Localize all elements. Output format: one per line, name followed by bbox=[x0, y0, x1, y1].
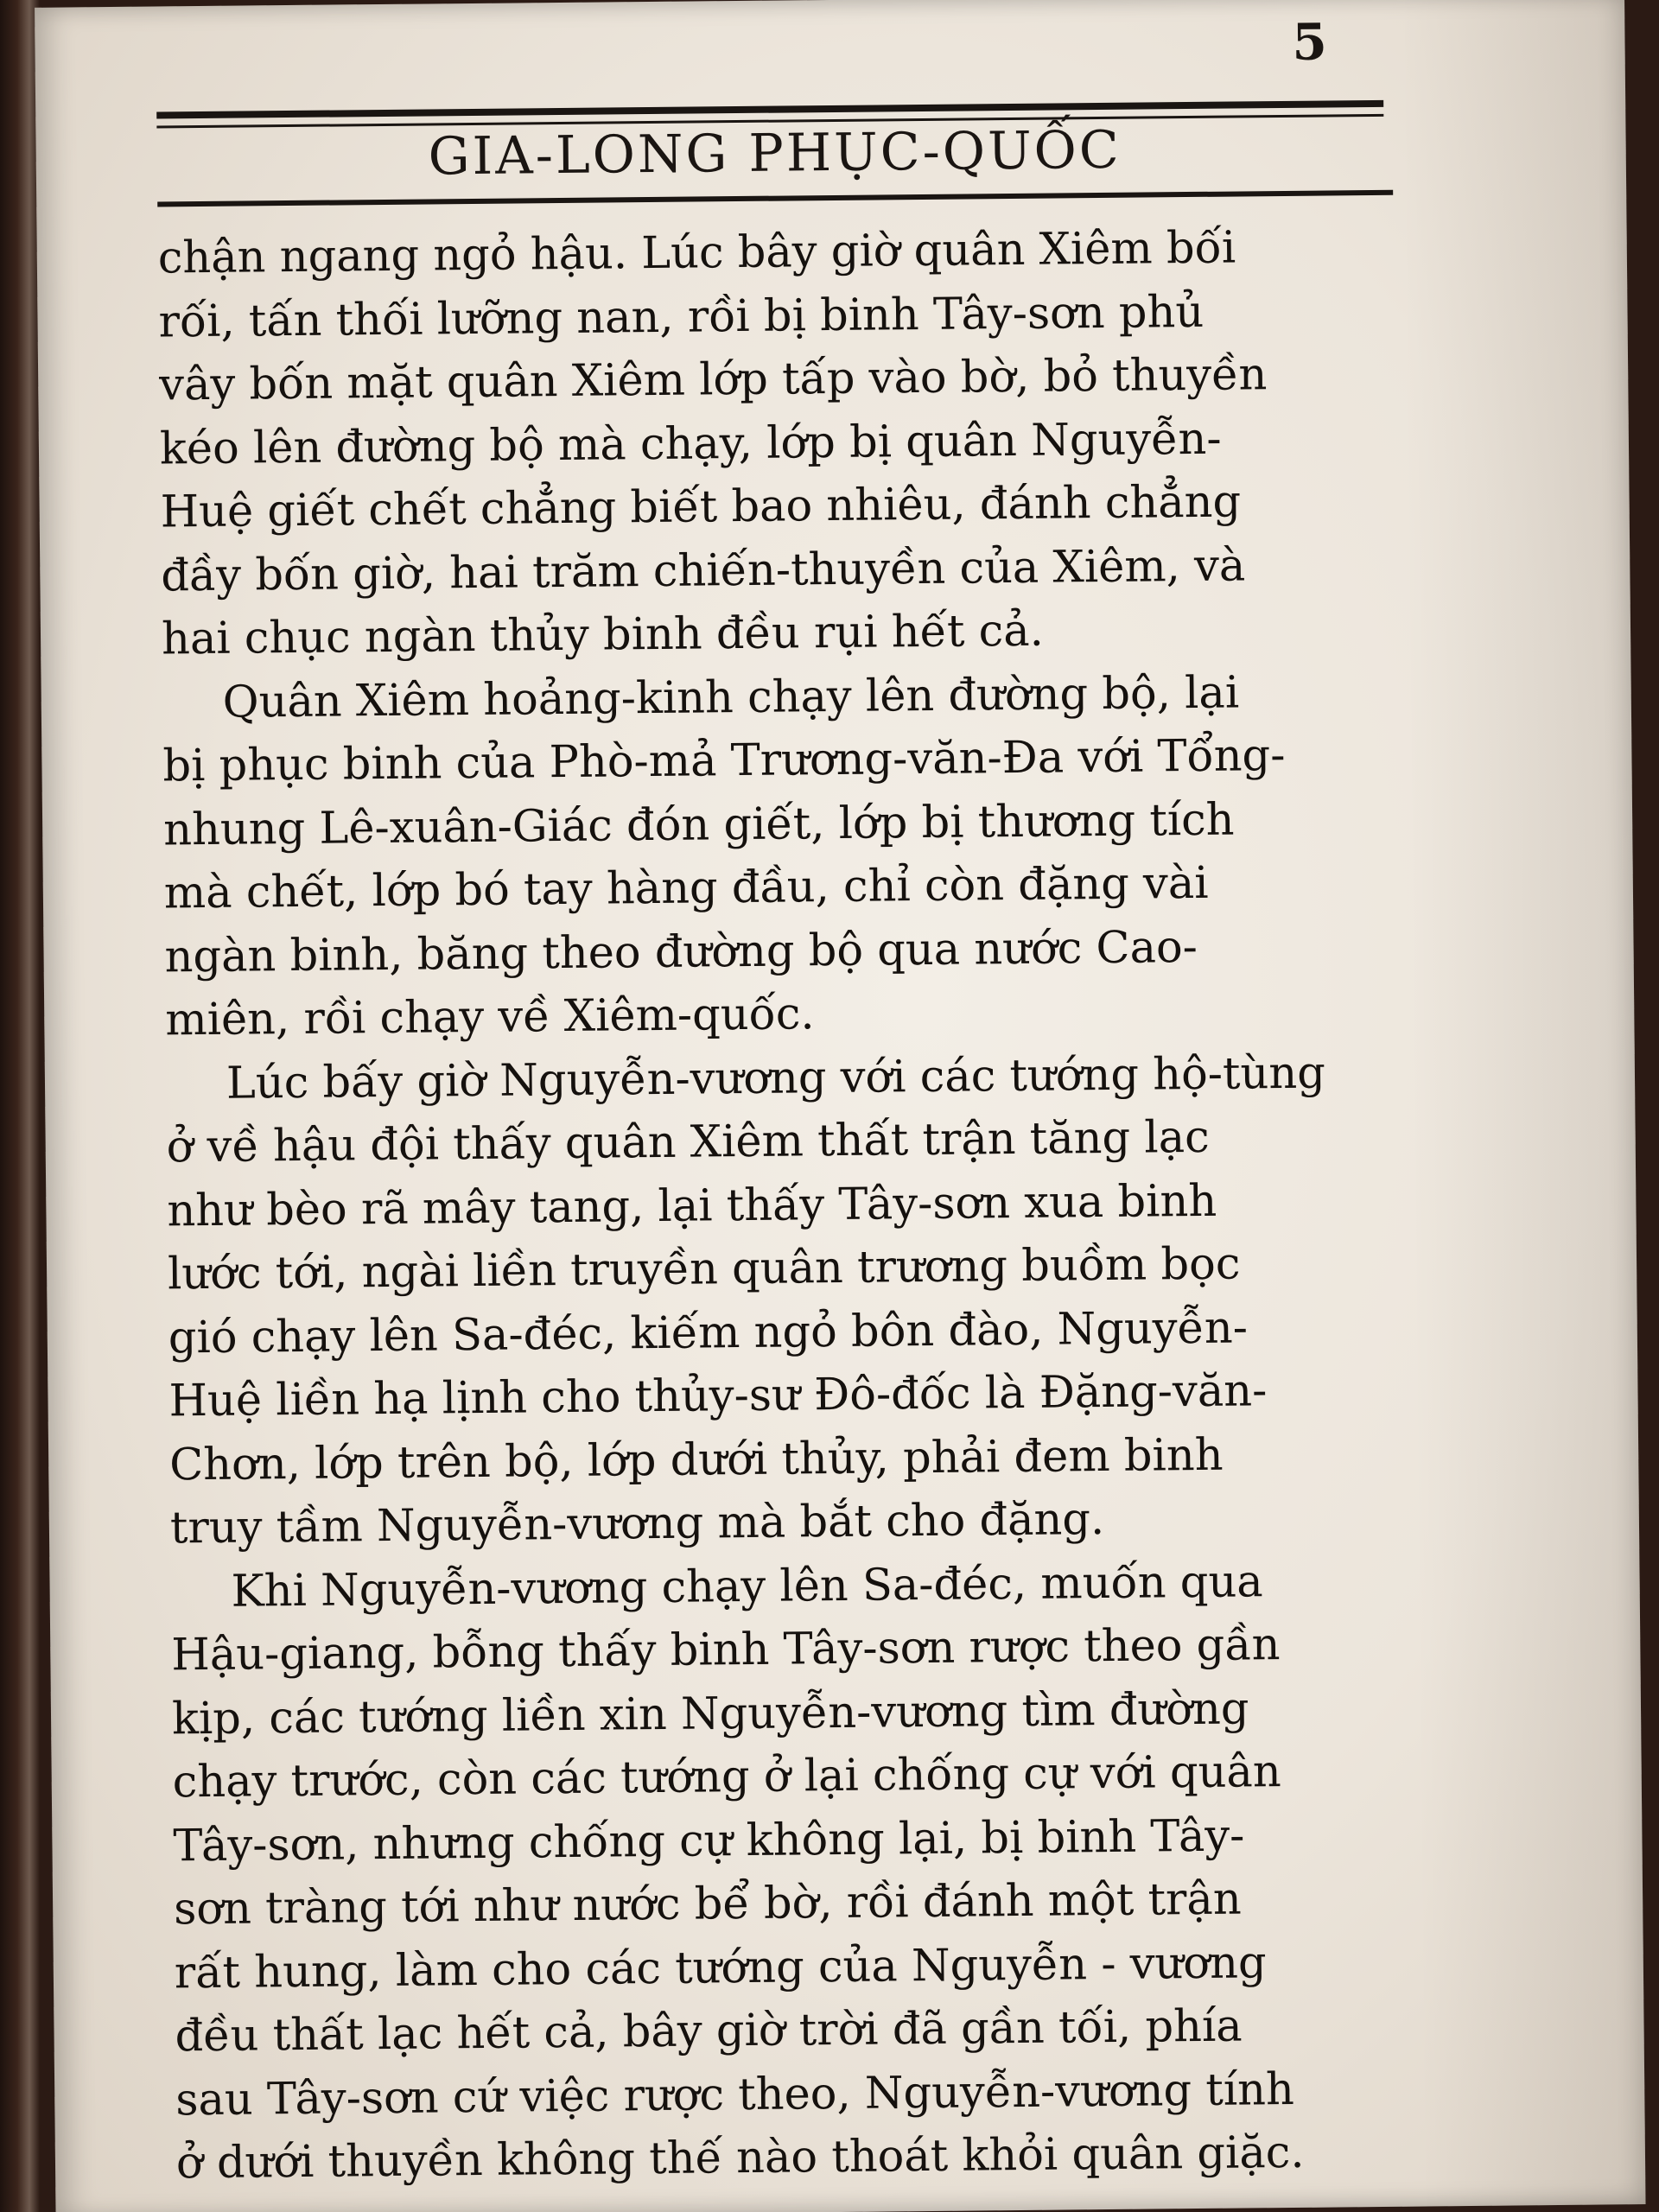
text-line: đều thất lạc hết cả, bây giờ trời đã gần tối, phía bbox=[175, 2000, 1243, 2063]
text-line: Chơn, lớp trên bộ, lớp dưới thủy, phải đem binh bbox=[168, 1429, 1224, 1491]
text-line: rối, tấn thối lưỡng nan, rồi bị binh Tây-sơn phủ bbox=[158, 286, 1205, 347]
text-line: Huệ liền hạ lịnh cho thủy-sư Đô-đốc là Đặng-văn- bbox=[168, 1365, 1268, 1427]
text-line: rất hung, làm cho các tướng của Nguyễn - vương bbox=[174, 1936, 1267, 1999]
header-rule-bottom bbox=[157, 190, 1393, 207]
book-page bbox=[35, 0, 1645, 2212]
text-line: vây bốn mặt quân Xiêm lớp tấp vào bờ, bỏ thuyền bbox=[158, 349, 1268, 411]
page-number: 5 bbox=[1292, 12, 1328, 72]
text-line: bị phục binh của Phò-mả Trương-văn-Đa với Tổng- bbox=[162, 729, 1286, 792]
text-line: Tây-sơn, nhưng chống cự không lại, bị binh Tây- bbox=[173, 1809, 1245, 1872]
text-line: ở về hậu đội thấy quân Xiêm thất trận tăng lạc bbox=[166, 1111, 1210, 1173]
text-line: hai chục ngàn thủy binh đều rụi hết cả. bbox=[161, 605, 1045, 665]
text-line: như bèo rã mây tang, lại thấy Tây-sơn xua binh bbox=[167, 1175, 1217, 1236]
text-line: Huệ giết chết chẳng biết bao nhiêu, đánh chẳng bbox=[160, 476, 1242, 538]
text-line: kéo lên đường bộ mà chạy, lớp bị quân Nguyễn- bbox=[159, 413, 1222, 474]
text-line: ngàn binh, băng theo đường bộ qua nước Cao- bbox=[164, 921, 1198, 982]
paragraph-start-line: Lúc bấy giờ Nguyễn-vương với các tướng hộ-tùng bbox=[226, 1047, 1326, 1109]
text-line: truy tầm Nguyễn-vương mà bắt cho đặng. bbox=[169, 1494, 1105, 1554]
text-line: sau Tây-sơn cứ việc rược theo, Nguyễn-vương tính bbox=[175, 2063, 1295, 2126]
page-curl-shadow bbox=[1400, 0, 1646, 2207]
text-line: sơn tràng tới như nước bể bờ, rồi đánh một trận bbox=[173, 1873, 1242, 1936]
text-line: mà chết, lớp bó tay hàng đầu, chỉ còn đặng vài bbox=[163, 857, 1209, 919]
text-line: chận ngang ngỏ hậu. Lúc bây giờ quân Xiêm bối bbox=[157, 222, 1236, 284]
text-line: Hậu-giang, bỗng thấy binh Tây-sơn rược theo gần bbox=[171, 1619, 1281, 1681]
text-line: miên, rồi chạy về Xiêm-quốc. bbox=[165, 988, 815, 1046]
text-line: kịp, các tướng liền xin Nguyễn-vương tìm đường bbox=[171, 1682, 1249, 1745]
text-line: gió chạy lên Sa-đéc, kiếm ngỏ bôn đào, Nguyễn- bbox=[168, 1301, 1249, 1363]
text-line: lước tới, ngài liền truyền quân trương buồm bọc bbox=[167, 1238, 1241, 1300]
paragraph-start-line: Khi Nguyễn-vương chạy lên Sa-đéc, muốn qua bbox=[231, 1555, 1263, 1618]
text-line: chạy trước, còn các tướng ở lại chống cự với quân bbox=[172, 1746, 1281, 1808]
text-line: đầy bốn giờ, hai trăm chiến-thuyền của Xiêm, và bbox=[161, 539, 1246, 601]
running-title: GIA-LONG PHỤC-QUỐC bbox=[428, 119, 1122, 188]
text-line: nhung Lê-xuân-Giác đón giết, lớp bị thương tích bbox=[162, 794, 1235, 855]
paragraph-start-line: Quân Xiêm hoảng-kinh chạy lên đường bộ, lại bbox=[222, 666, 1240, 728]
text-line: ở dưới thuyền không thế nào thoát khỏi quân giặc. bbox=[175, 2126, 1305, 2190]
body-text bbox=[157, 214, 1438, 2195]
